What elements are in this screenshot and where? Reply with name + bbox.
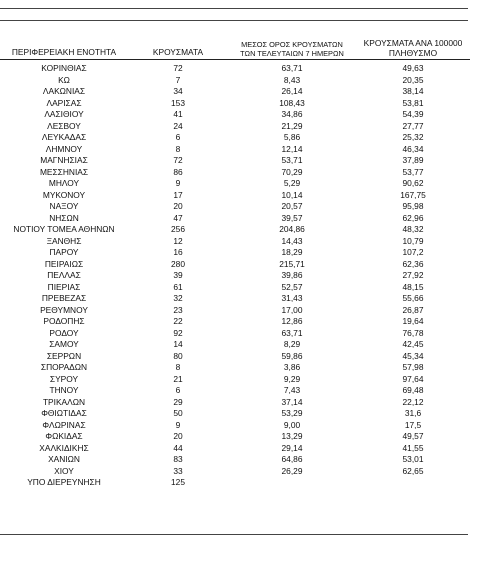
region-cell: ΚΩ: [58, 74, 70, 85]
avg7-cell: 34,86: [281, 109, 303, 119]
cases-cell: 92: [173, 327, 183, 338]
per100k-cell: 41,55: [402, 442, 424, 453]
table-row: [0, 316, 470, 328]
cases-cell: 44: [173, 442, 183, 453]
header-avg7: [228, 40, 356, 58]
per100k-cell: 42,45: [402, 339, 424, 349]
table-row: [0, 270, 470, 282]
per100k-cell: 46,34: [402, 143, 424, 154]
table-row: [0, 259, 470, 271]
table-row: [0, 328, 470, 340]
region-cell: ΛΕΥΚΑΔΑΣ: [41, 132, 87, 142]
per100k-cell: 48,15: [402, 281, 424, 292]
region-cell: ΣΑΜΟΥ: [49, 339, 79, 349]
region-cell: ΛΑΣΙΘΙΟΥ: [44, 109, 84, 119]
avg7-cell: 52,57: [281, 281, 303, 292]
avg7-cell: 64,86: [281, 454, 303, 464]
per100k-cell: 17,5: [404, 419, 422, 430]
region-cell: ΣΥΡΟΥ: [49, 373, 79, 384]
cases-cell: 29: [173, 396, 183, 407]
per100k-cell: 25,32: [402, 132, 424, 142]
avg7-cell: 37,14: [281, 396, 303, 407]
region-cell: ΧΑΛΚΙΔΙΚΗΣ: [39, 442, 89, 453]
region-cell: ΝΟΤΙΟΥ ΤΟΜΕΑ ΑΘΗΝΩΝ: [13, 224, 115, 234]
per100k-cell: 27,77: [402, 120, 424, 131]
avg7-cell: 39,57: [281, 212, 303, 223]
cases-cell: 17: [173, 189, 183, 200]
cases-cell: 41: [173, 109, 183, 119]
avg7-cell: 31,43: [281, 293, 303, 303]
region-cell: ΡΟΔΟΥ: [49, 327, 79, 338]
per100k-cell: 19,64: [402, 316, 424, 326]
cases-cell: 16: [173, 247, 183, 257]
table-row: [0, 362, 470, 374]
table-row: [0, 431, 470, 443]
avg7-cell: 215,71: [279, 258, 305, 269]
table-row: [0, 282, 470, 294]
table-row: [0, 75, 470, 87]
table-row: [0, 397, 470, 409]
table-row: [0, 155, 470, 167]
avg7-cell: 39,86: [281, 270, 303, 280]
avg7-cell: 8,43: [283, 74, 301, 85]
avg7-cell: 9,00: [283, 419, 301, 430]
cases-table: [0, 38, 470, 489]
table-row: [0, 144, 470, 156]
per100k-cell: 53,01: [402, 454, 424, 464]
region-cell: ΠΡΕΒΕΖΑΣ: [41, 293, 87, 303]
avg7-cell: 8,29: [283, 339, 301, 349]
cases-cell: 72: [173, 63, 183, 73]
avg7-cell: 53,29: [281, 408, 303, 418]
table-row: [0, 477, 470, 489]
cases-cell: 39: [173, 270, 183, 280]
cases-cell: 80: [173, 350, 183, 361]
cases-cell: 72: [173, 155, 183, 165]
avg7-cell: 7,43: [283, 385, 301, 395]
cases-cell: 34: [173, 86, 183, 96]
cases-cell: 23: [173, 304, 183, 315]
table-row: [0, 132, 470, 144]
region-cell: ΤΡΙΚΑΛΩΝ: [42, 396, 86, 407]
avg7-cell: 59,86: [281, 350, 303, 361]
avg7-cell: 18,29: [281, 247, 303, 257]
table-row: [0, 454, 470, 466]
cases-cell: 280: [171, 258, 185, 269]
per100k-cell: 48,32: [402, 224, 424, 234]
table-row: [0, 167, 470, 179]
region-cell: ΦΩΚΙΔΑΣ: [45, 431, 83, 441]
header-avg7-line2: ΤΩΝ ΤΕΛΕΥΤΑΙΩΝ 7 ΗΜΕΡΩΝ: [240, 49, 344, 58]
header-per100k-line2: ΠΛΗΘΥΣΜΟ: [388, 48, 438, 58]
header-region: [0, 47, 128, 59]
table-row: [0, 385, 470, 397]
cases-cell: 8: [175, 143, 181, 154]
avg7-cell: 20,57: [281, 201, 303, 211]
region-cell: ΦΘΙΩΤΙΔΑΣ: [41, 408, 87, 418]
region-cell: ΜΑΓΝΗΣΙΑΣ: [40, 155, 88, 165]
region-cell: ΧΙΟΥ: [54, 465, 74, 476]
per100k-cell: [356, 477, 470, 489]
upper-rule: [0, 20, 468, 21]
table-row: [0, 224, 470, 236]
region-cell: ΠΑΡΟΥ: [49, 247, 79, 257]
per100k-cell: 37,89: [402, 155, 424, 165]
per100k-cell: 167,75: [400, 189, 426, 200]
per100k-cell: 31,6: [404, 408, 422, 418]
avg7-cell: 3,86: [283, 362, 301, 372]
per100k-cell: 62,65: [402, 465, 424, 476]
header-cases: [128, 47, 228, 59]
avg7-cell: 108,43: [279, 97, 305, 108]
per100k-cell: 54,39: [402, 109, 424, 119]
cases-cell: 8: [175, 362, 181, 372]
per100k-cell: 57,98: [402, 362, 424, 372]
table-row: [0, 339, 470, 351]
region-cell: ΠΕΙΡΑΙΩΣ: [44, 258, 84, 269]
per100k-cell: 53,77: [402, 166, 424, 177]
per100k-cell: 69,48: [402, 385, 424, 395]
per100k-cell: 38,14: [402, 86, 424, 96]
region-cell: ΞΑΝΘΗΣ: [46, 235, 82, 246]
per100k-cell: 27,92: [402, 270, 424, 280]
table-row: [0, 443, 470, 455]
avg7-cell: 26,14: [281, 86, 303, 96]
header-per100k: [356, 38, 470, 58]
per100k-cell: 62,96: [402, 212, 424, 223]
per100k-cell: 53,81: [402, 97, 424, 108]
per100k-cell: 62,36: [402, 258, 424, 269]
cases-cell: 20: [173, 431, 183, 441]
region-cell: ΛΕΣΒΟΥ: [47, 120, 81, 131]
table-row: [0, 98, 470, 110]
avg7-cell: 17,00: [281, 304, 303, 315]
avg7-cell: 12,14: [281, 143, 303, 154]
table-row: [0, 293, 470, 305]
table-row: [0, 109, 470, 121]
table-row: [0, 247, 470, 259]
per100k-cell: 107,2: [402, 247, 424, 257]
avg7-cell: 21,29: [281, 120, 303, 131]
region-cell: ΡΟΔΟΠΗΣ: [43, 316, 85, 326]
cases-cell: 14: [173, 339, 183, 349]
region-cell: ΚΟΡΙΝΘΙΑΣ: [41, 63, 87, 73]
header-cases-label: ΚΡΟΥΣΜΑΤΑ: [152, 46, 204, 57]
region-cell: ΜΕΣΣΗΝΙΑΣ: [39, 166, 89, 177]
region-cell: ΤΗΝΟΥ: [49, 385, 79, 395]
per100k-cell: 95,98: [402, 201, 424, 211]
region-cell: ΠΕΛΛΑΣ: [47, 270, 81, 280]
per100k-cell: 45,34: [402, 350, 424, 361]
table-row: [0, 213, 470, 225]
per100k-cell: 90,62: [402, 178, 424, 188]
avg7-cell: 5,86: [283, 132, 301, 142]
region-cell: ΥΠΟ ΔΙΕΡΕΥΝΗΣΗ: [27, 477, 101, 487]
table-row: [0, 121, 470, 133]
region-cell: ΜΗΛΟΥ: [48, 178, 80, 188]
table-row: [0, 420, 470, 432]
table-row: [0, 466, 470, 478]
region-cell: ΣΠΟΡΑΔΩΝ: [40, 362, 88, 372]
region-cell: ΠΙΕΡΙΑΣ: [47, 281, 81, 292]
per100k-cell: 26,87: [402, 304, 424, 315]
cases-cell: 22: [173, 316, 183, 326]
cases-cell: 86: [173, 166, 183, 177]
region-cell: ΜΥΚΟΝΟΥ: [42, 189, 86, 200]
per100k-cell: 49,63: [402, 63, 424, 73]
table-row: [0, 236, 470, 248]
region-cell: ΦΛΩΡΙΝΑΣ: [42, 419, 86, 430]
cases-cell: 33: [173, 465, 183, 476]
cases-cell: 83: [173, 454, 183, 464]
avg7-cell: 70,29: [281, 166, 303, 177]
cases-cell: 47: [173, 212, 183, 223]
header-region-label: ΠΕΡΙΦΕΡΕΙΑΚΗ ΕΝΟΤΗΤΑ: [11, 46, 117, 57]
cases-cell: 9: [175, 178, 181, 188]
avg7-cell: 63,71: [281, 63, 303, 73]
region-cell: ΛΑΡΙΣΑΣ: [46, 97, 82, 108]
region-cell: ΛΗΜΝΟΥ: [45, 143, 83, 154]
avg7-cell: 204,86: [279, 224, 305, 234]
cases-cell: 7: [175, 74, 181, 85]
per100k-cell: 55,66: [402, 293, 424, 303]
cases-cell: 21: [173, 373, 183, 384]
region-cell: ΝΑΞΟΥ: [49, 201, 79, 211]
cases-cell: 24: [173, 120, 183, 131]
cases-cell: 20: [173, 201, 183, 211]
cases-cell: 6: [175, 132, 181, 142]
cases-cell: 125: [171, 477, 185, 487]
avg7-cell: 63,71: [281, 327, 303, 338]
avg7-cell: 9,29: [283, 373, 301, 384]
top-rule: [0, 8, 468, 9]
cases-cell: 61: [173, 281, 183, 292]
table-row: [0, 63, 470, 75]
per100k-cell: 76,78: [402, 327, 424, 338]
cases-cell: 9: [175, 419, 181, 430]
cases-cell: 50: [173, 408, 183, 418]
table-header: [0, 38, 470, 60]
avg7-cell: 14,43: [281, 235, 303, 246]
cases-cell: 32: [173, 293, 183, 303]
avg7-cell: 5,29: [283, 178, 301, 188]
avg7-cell: 53,71: [281, 155, 303, 165]
avg7-cell: [228, 477, 356, 489]
avg7-cell: 12,86: [281, 316, 303, 326]
cases-cell: 12: [173, 235, 183, 246]
region-cell: ΝΗΣΩΝ: [49, 212, 79, 223]
avg7-cell: 26,29: [281, 465, 303, 476]
cases-cell: 256: [171, 224, 185, 234]
per100k-cell: 49,57: [402, 431, 424, 441]
per100k-cell: 20,35: [402, 74, 424, 85]
table-body: [0, 63, 470, 489]
table-row: [0, 86, 470, 98]
region-cell: ΡΕΘΥΜΝΟΥ: [40, 304, 88, 315]
region-cell: ΣΕΡΡΩΝ: [46, 350, 82, 361]
table-row: [0, 351, 470, 363]
table-row: [0, 201, 470, 213]
table-row: [0, 178, 470, 190]
per100k-cell: 22,12: [402, 396, 424, 407]
cases-cell: 6: [175, 385, 181, 395]
table-row: [0, 190, 470, 202]
avg7-cell: 29,14: [281, 442, 303, 453]
table-row: [0, 305, 470, 317]
avg7-cell: 13,29: [281, 431, 303, 441]
bottom-rule: [0, 534, 468, 535]
header-per100k-line1: ΚΡΟΥΣΜΑΤΑ ΑΝΑ 100000: [363, 38, 463, 48]
per100k-cell: 10,79: [402, 235, 424, 246]
table-row: [0, 408, 470, 420]
header-avg7-line1: ΜΕΣΟΣ ΟΡΟΣ ΚΡΟΥΣΜΑΤΩΝ: [241, 40, 343, 49]
table-row: [0, 374, 470, 386]
cases-cell: 153: [171, 97, 185, 108]
region-cell: ΛΑΚΩΝΙΑΣ: [42, 86, 86, 96]
region-cell: ΧΑΝΙΩΝ: [48, 454, 80, 464]
per100k-cell: 97,64: [402, 373, 424, 384]
avg7-cell: 10,14: [281, 189, 303, 200]
